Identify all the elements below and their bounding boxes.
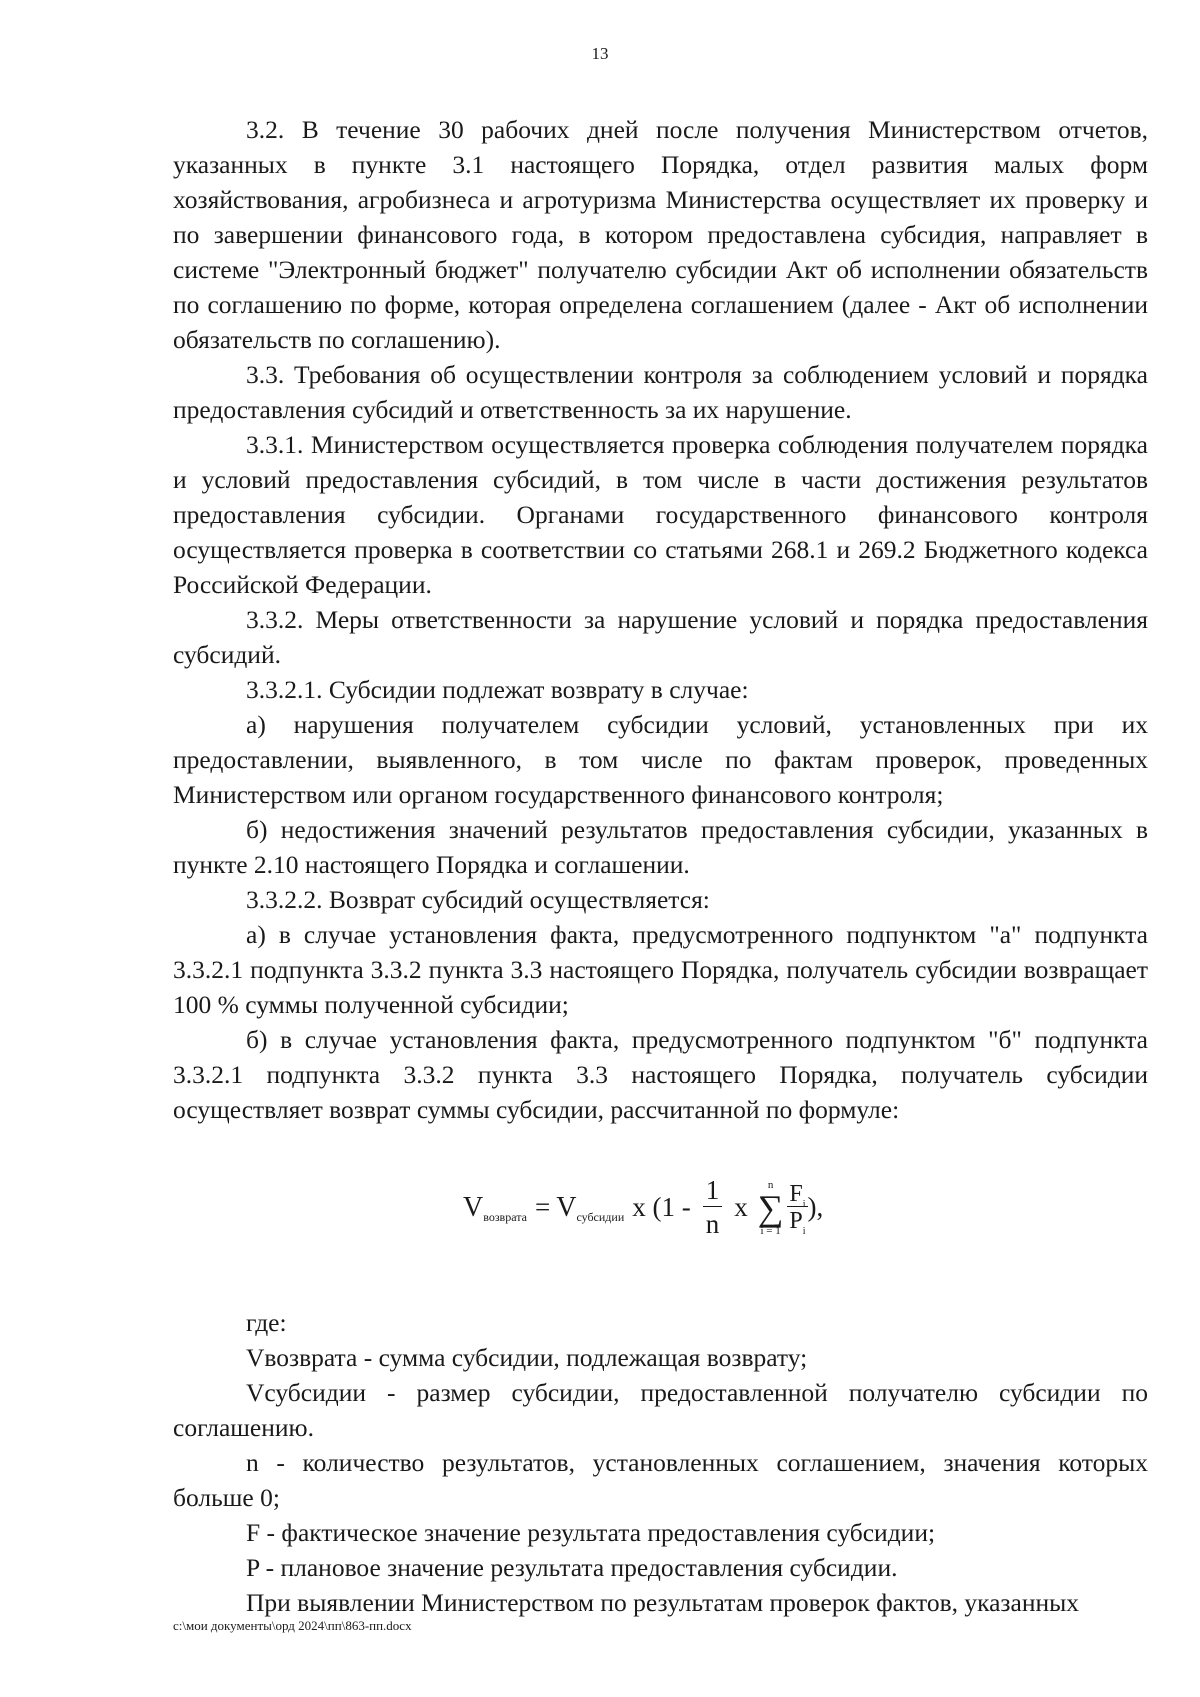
formula-one: 1 — [703, 1177, 723, 1207]
definition-f: F - фактическое значение результата предоставления субсидии; — [246, 1518, 936, 1547]
formula-times: x — [734, 1192, 748, 1222]
formula-times-open: x (1 - — [632, 1192, 691, 1222]
formula-v-right: V — [556, 1191, 577, 1223]
formula-block — [173, 1127, 1148, 1305]
formula-f: $F_i$ — [789, 1181, 806, 1210]
footer-file-path: c:\мои документы\орд 2024\пп\863-пп.docx — [173, 1618, 412, 1633]
formula-sum — [758, 1179, 784, 1237]
formula-sum-bottom: i = 1 — [760, 1224, 781, 1237]
formula-sigma: ∑ — [757, 1187, 784, 1228]
paragraph-where: где: — [246, 1308, 287, 1337]
paragraph-3-3-2-1: 3.3.2.1. Субсидии подлежат возврату в случае: — [246, 675, 749, 704]
formula-p: $P_i$ — [789, 1208, 806, 1237]
definition-v-return: Vвозврата - сумма субсидии, подлежащая возврату; — [246, 1343, 808, 1372]
definition-p: P - плановое значение результата предоставления субсидии. — [246, 1553, 898, 1582]
formula-v-left: V — [463, 1191, 484, 1223]
paragraph-3-3: 3.3. Требования об осуществлении контроля за соблюдением условий и порядка предоставления субсидий и ответственность за их нарушение. — [173, 360, 1148, 424]
formula-close: ), — [807, 1192, 824, 1222]
definition-v-subsidy: Vсубсидии - размер субсидии, предоставленной получателю субсидии по соглашению. — [173, 1378, 1148, 1442]
paragraph-3-3-2-1-a: а) нарушения получателем субсидии условий, установленных при их предоставлении, выявленного, в том числе по фактам проверок, проведенных Министерством или органом государственного финансового контроля; — [173, 710, 1148, 809]
formula-n: n — [705, 1209, 720, 1239]
paragraph-continuation: При выявлении Министерством по результатам проверок фактов, указанных — [246, 1588, 1079, 1617]
paragraph-3-3-1: 3.3.1. Министерством осуществляется проверка соблюдения получателем порядка и условий предоставления субсидий, в том числе в части достижения результатов предоставления субсидии. Органами государственного финансового контроля осуществляется проверка в соответствии со статьями 268.1 и 269.2 Бюджетного кодекса Российской Федерации. — [173, 430, 1148, 599]
formula — [463, 1177, 823, 1238]
formula-sub-left: возврата — [483, 1209, 527, 1224]
paragraph-3-3-2-1-b: б) недостижения значений результатов предоставления субсидии, указанных в пункте 2.10 настоящего Порядка и соглашении. — [173, 815, 1148, 879]
paragraph-3-3-2-2-b: б) в случае установления факта, предусмотренного подпунктом "б" подпункта 3.3.2.1 подпункта 3.3.2 пункта 3.3 настоящего Порядка, получатель субсидии осуществляет возврат суммы субсидии, рассчитанной по формуле: — [173, 1025, 1148, 1124]
formula-equals: = — [534, 1192, 551, 1222]
formula-sub-right: субсидии — [576, 1209, 625, 1224]
formula-f-over-p — [787, 1181, 807, 1237]
formula-one-over-n — [703, 1177, 723, 1238]
formula-sum-top: n — [767, 1178, 774, 1191]
page-number: 13 — [591, 44, 609, 63]
paragraph-3-3-2-2-a: а) в случае установления факта, предусмотренного подпунктом "а" подпункта 3.3.2.1 подпункта 3.3.2 пункта 3.3 настоящего Порядка, получатель субсидии возвращает 100 % суммы полученной субсидии; — [173, 920, 1148, 1019]
paragraph-3-3-2-2: 3.3.2.2. Возврат субсидий осуществляется: — [246, 885, 710, 914]
paragraph-3-3-2: 3.3.2. Меры ответственности за нарушение условий и порядка предоставления субсидий. — [173, 605, 1148, 669]
document-body — [173, 112, 1148, 1620]
definition-n: n - количество результатов, установленных соглашением, значения которых больше 0; — [173, 1448, 1148, 1512]
paragraph-3-2: 3.2. В течение 30 рабочих дней после получения Министерством отчетов, указанных в пункте 3.1 настоящего Порядка, отдел развития малых форм хозяйствования, агробизнеса и агротуризма Министерства осуществляет их проверку и по завершении финансового года, в котором предоставлена субсидия, направляет в системе "Электронный бюджет" получателю субсидии Акт об исполнении обязательств по соглашению по форме, которая определена соглашением (далее - Акт об исполнении обязательств по соглашению). — [173, 115, 1148, 354]
